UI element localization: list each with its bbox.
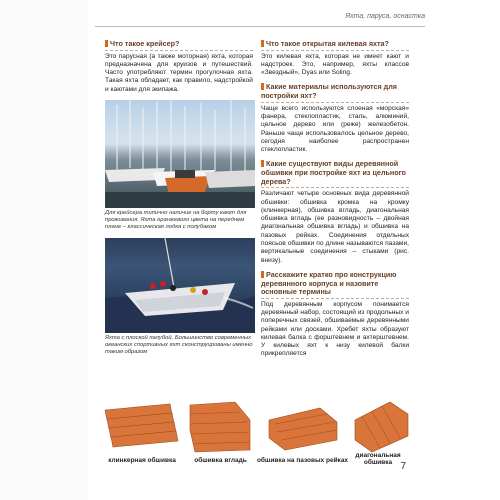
clinker-planking-diagram (100, 400, 180, 455)
question-title: Какие материалы используются для постройки яхт? (261, 82, 397, 101)
running-head-text: Яхта, паруса, оснастка (345, 13, 425, 20)
right-column (261, 40, 409, 365)
answer-paragraph: Под деревянным корпусом понимается деревянный набор, состоящий из продольных и поперечных связей, обшиваемые деревянными рейками или досками. Хребет яхты образуют килевая балка с форштевнем и ахтерштевнем. У килевых яхт к низу килевой балки прикрепляется (261, 300, 409, 358)
marina-photo (105, 100, 255, 208)
planking-diagrams (100, 400, 412, 470)
answer-paragraph: Чаще всего используются слоеная «морская» фанера, стеклопластик, сталь, алюминий, цельное дерево или (реже) железобетон. Раньше чаще использовалось цельное дерево, сегодня наиболее распространен стеклопластик. (261, 104, 409, 154)
marina-illustration (105, 100, 255, 208)
left-column (105, 40, 253, 362)
question-heading (261, 40, 409, 51)
heading-marker (261, 40, 264, 47)
sailing-yacht-photo (105, 238, 255, 333)
question-title: Что такое крейсер? (110, 39, 180, 48)
strip-planking-diagram (265, 400, 340, 455)
question-heading (261, 271, 409, 299)
question-title: Что такое открытая килевая яхта? (266, 39, 389, 48)
diagram-label: обшивка на пазовых рейках (256, 457, 349, 464)
diagram-label: клинкерная обшивка (108, 457, 176, 464)
question-heading (261, 160, 409, 188)
answer-paragraph: Различают четыре основных вида деревянной обшивки: обшивка кромка на кромку (клинкерная), обшивка вгладь, диагональная обшивка вгладь (ее разновидность – двойная диагональная обшивка вгладь) и обшивка на пазовых рейках. Соединения отдельных поясьов обшивки по длине называются пазами, вертикальные соединения – стыками (рис. внизу). (261, 190, 409, 264)
yacht-illustration (105, 238, 255, 333)
question-title: Расскажите кратко про конструкцию деревянного корпуса и назовите основные термины (261, 269, 397, 297)
diagram-label: обшивка вгладь (194, 457, 247, 464)
page-number: 7 (400, 461, 406, 472)
question-title: Какие существуют виды деревянной обшивки при постройке яхт из цельного дерева? (261, 159, 406, 186)
carvel-planking-diagram (185, 400, 255, 455)
photo-caption: Для крейсера типично наличие на борту кают для проживания. Яхта оранжевого цвета на переднем плане – классическая лодка с полубаком (105, 210, 247, 231)
photo-caption: Яхта с плоской палубой. Большинство современных океанских спортивных яхт сконструированы именно таким образом (105, 334, 253, 356)
heading-marker (105, 40, 108, 47)
diagram-label: диагональная обшивка (355, 452, 401, 466)
answer-paragraph: Это килевая яхта, которая не имеет кают и надстроек. Это, например, яхты классов «Звездный», Dyas или Soling. (261, 52, 409, 77)
heading-marker (261, 83, 264, 90)
question-heading (261, 83, 409, 102)
heading-marker (261, 160, 264, 167)
question-heading (105, 40, 253, 51)
page-gutter (0, 0, 88, 500)
running-header (95, 13, 425, 27)
diagonal-planking-diagram (350, 400, 410, 455)
heading-marker (261, 271, 264, 278)
answer-paragraph: Это парусная (а также моторная) яхта, которая предназначена для круизов и путешествий. Часто употребляют термин прогулочная яхта. Такая яхта обладает, как правило, надстройкой и каютами для экипажа. (105, 52, 253, 93)
